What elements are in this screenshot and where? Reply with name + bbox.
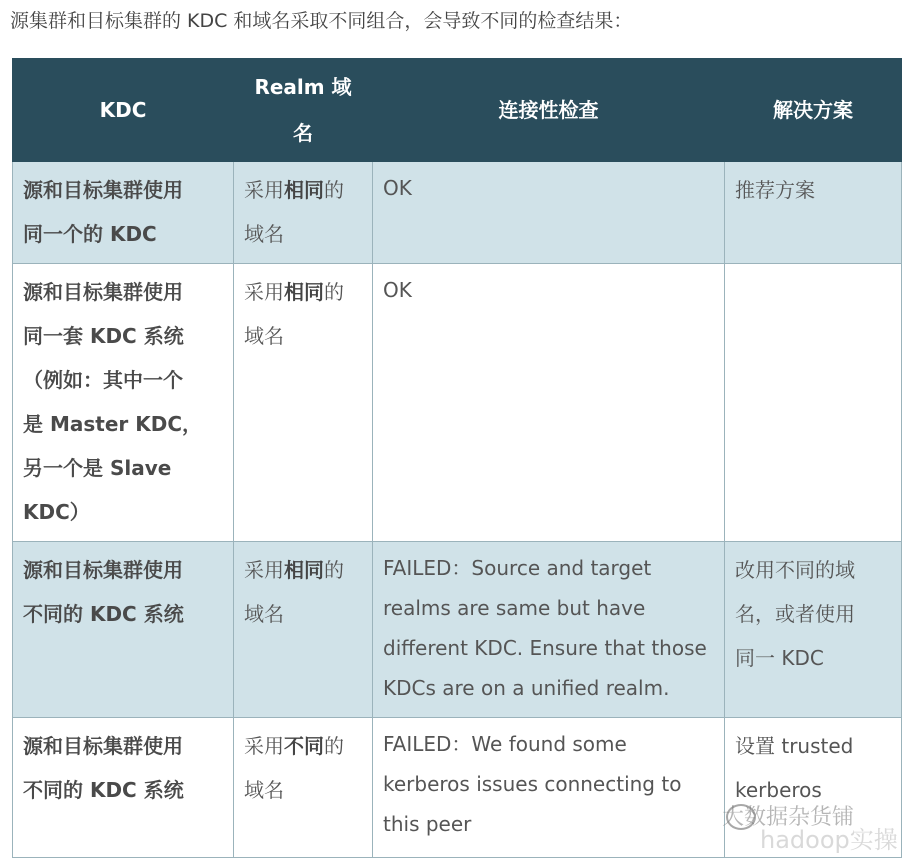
cell-kdc — [13, 162, 234, 264]
cell-check — [373, 264, 725, 542]
cell-solution — [725, 542, 902, 718]
header-realm-line2: 名 — [293, 121, 313, 145]
cell-realm-line — [244, 168, 362, 212]
header-solution: 解决方案 — [725, 59, 902, 162]
header-realm-line1: Realm 域 — [254, 75, 352, 99]
realm-text: 的 — [324, 178, 344, 202]
cell-realm — [234, 542, 373, 718]
cell-realm-line: 域名 — [244, 778, 284, 802]
realm-text: 采用 — [244, 558, 284, 582]
kdc-realm-table — [12, 58, 902, 858]
cell-realm-line: 域名 — [244, 602, 284, 626]
cell-solution-line: 推荐方案 — [735, 178, 815, 202]
cell-solution-line: 设置 trusted — [735, 734, 854, 758]
cell-check-line: KDCs are on a unified realm. — [383, 676, 670, 700]
cell-kdc-line: 源和目标集群使用 — [23, 178, 183, 202]
cell-kdc — [13, 718, 234, 858]
cell-kdc-line: 不同的 KDC 系统 — [23, 602, 184, 626]
watermark-sub: hadoop实操 — [760, 826, 898, 854]
cell-kdc-line: 不同的 KDC 系统 — [23, 778, 184, 802]
cell-check-line: OK — [383, 176, 412, 200]
realm-text: 的 — [324, 558, 344, 582]
realm-text: 采用 — [244, 178, 284, 202]
cell-realm-line: 域名 — [244, 324, 284, 348]
table-header-row — [13, 59, 902, 162]
realm-text: 采用 — [244, 734, 284, 758]
cell-realm-line — [244, 724, 362, 768]
cell-kdc — [13, 264, 234, 542]
header-kdc: KDC — [13, 59, 234, 162]
cell-kdc — [13, 542, 234, 718]
cell-kdc-line: 是 Master KDC， — [23, 412, 202, 436]
realm-emphasis: 相同 — [284, 178, 324, 202]
cell-kdc-line: 源和目标集群使用 — [23, 558, 183, 582]
header-realm — [234, 59, 373, 162]
cell-solution — [725, 264, 902, 542]
realm-text: 的 — [324, 734, 344, 758]
table-row — [13, 162, 902, 264]
cell-realm-line — [244, 270, 362, 314]
cell-realm — [234, 162, 373, 264]
cell-kdc-line: KDC） — [23, 500, 90, 524]
cell-solution-line: 名，或者使用 — [735, 602, 855, 626]
realm-text: 的 — [324, 280, 344, 304]
realm-emphasis: 不同 — [284, 734, 324, 758]
watermark-main: 大数据杂货铺 — [722, 805, 855, 830]
cell-solution-line: kerberos — [735, 778, 822, 802]
cell-check-line: OK — [383, 278, 412, 302]
cell-kdc-line: 另一个是 Slave — [23, 456, 172, 480]
cell-check — [373, 542, 725, 718]
cell-realm — [234, 264, 373, 542]
cell-kdc-line: 源和目标集群使用 — [23, 280, 183, 304]
header-check: 连接性检查 — [373, 59, 725, 162]
intro-text: 源集群和目标集群的 KDC 和域名采取不同组合，会导致不同的检查结果： — [10, 10, 633, 32]
realm-emphasis: 相同 — [284, 558, 324, 582]
cell-solution-line: 同一 KDC — [735, 646, 824, 670]
cell-check-line: different KDC. Ensure that those — [383, 636, 707, 660]
cell-check-line: FAILED：Source and target — [383, 556, 652, 580]
cell-kdc-line: 同一套 KDC 系统 — [23, 324, 184, 348]
realm-emphasis: 相同 — [284, 280, 324, 304]
cell-realm-line — [244, 548, 362, 592]
cell-check-line: realms are same but have — [383, 596, 646, 620]
table-row — [13, 542, 902, 718]
cell-realm-line: 域名 — [244, 222, 284, 246]
realm-text: 采用 — [244, 280, 284, 304]
cell-check-line: this peer — [383, 812, 472, 836]
cell-check-line: FAILED：We found some — [383, 732, 627, 756]
cell-kdc-line: 同一个的 KDC — [23, 222, 157, 246]
cell-check — [373, 162, 725, 264]
cell-solution-line: 改用不同的域 — [735, 558, 855, 582]
cell-check — [373, 718, 725, 858]
cell-check-line: kerberos issues connecting to — [383, 772, 682, 796]
cell-realm — [234, 718, 373, 858]
cell-kdc-line: （例如：其中一个 — [23, 368, 183, 392]
table-row — [13, 264, 902, 542]
cell-kdc-line: 源和目标集群使用 — [23, 734, 183, 758]
cell-solution — [725, 162, 902, 264]
